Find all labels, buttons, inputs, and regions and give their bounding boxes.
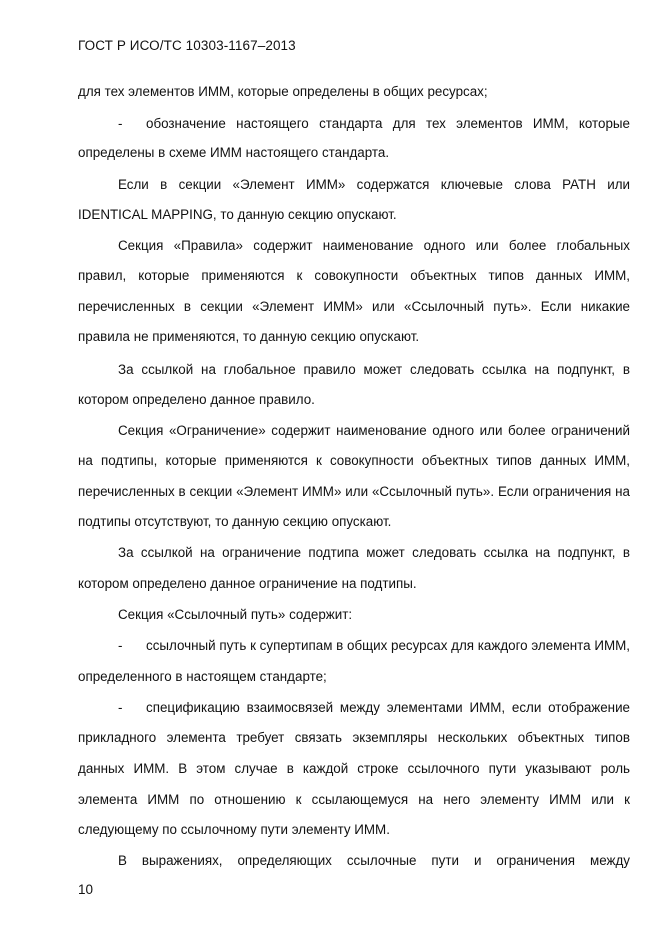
text-line: элемента ИММ по отношению к ссылающемуся на него элементу ИММ или к — [78, 792, 630, 807]
text-line: для тех элементов ИММ, которые определены в общих ресурсах; — [78, 84, 488, 99]
list-dash: - — [118, 700, 123, 715]
text-line: За ссылкой на ограничение подтипа может следовать ссылка на подпункт, в — [118, 545, 630, 560]
text-line: Секция «Ссылочный путь» содержит: — [118, 607, 353, 622]
text-line: обозначение настоящего стандарта для тех элементов ИММ, которые — [146, 116, 630, 131]
text-line: IDENTICAL MAPPING, то данную секцию опускают. — [78, 207, 397, 222]
text-line: Секция «Ограничение» содержит наименование одного или более ограничений — [118, 423, 630, 438]
text-line: котором определено данное правило. — [78, 392, 315, 407]
text-line: подтипы отсутствуют, то данную секцию опускают. — [78, 514, 392, 529]
text-line: Секция «Правила» содержит наименование одного или более глобальных — [118, 238, 630, 253]
page-number: 10 — [78, 882, 94, 897]
list-dash: - — [118, 638, 123, 653]
text-line: В выражениях, определяющих ссылочные пути и ограничения между — [118, 853, 630, 868]
text-line: правил, которые применяются к совокупности объектных типов данных ИММ, — [78, 268, 630, 283]
text-line: За ссылкой на глобальное правило может следовать ссылка на подпункт, в — [118, 362, 630, 377]
text-line: перечисленных в секции «Элемент ИММ» или «Ссылочный путь». Если никакие — [78, 299, 630, 314]
text-line: прикладного элемента требует связать экземпляры нескольких объектных типов — [78, 730, 630, 745]
text-line: следующему по ссылочному пути элементу ИММ. — [78, 822, 390, 837]
text-line: Если в секции «Элемент ИММ» содержатся ключевые слова PATH или — [118, 177, 630, 192]
document-header: ГОСТ Р ИСО/ТС 10303-1167–2013 — [78, 38, 296, 53]
text-line: правила не применяются, то данную секцию опускают. — [78, 329, 420, 344]
text-line: определенного в настоящем стандарте; — [78, 669, 327, 684]
text-line: перечисленных в секции «Элемент ИММ» или «Ссылочный путь». Если ограничения на — [78, 484, 630, 499]
list-dash: - — [118, 116, 123, 131]
text-line: котором определено данное ограничение на подтипы. — [78, 576, 417, 591]
text-line: спецификацию взаимосвязей между элементами ИММ, если отображение — [146, 700, 630, 715]
text-line: на подтипы, которые применяются к совокупности объектных типов данных ИММ, — [78, 453, 630, 468]
text-line: определены в схеме ИММ настоящего стандарта. — [78, 145, 390, 160]
text-line: данных ИММ. В этом случае в каждой строке ссылочного пути указывают роль — [78, 761, 630, 776]
text-line: ссылочный путь к супертипам в общих ресурсах для каждого элемента ИММ, — [146, 638, 630, 653]
